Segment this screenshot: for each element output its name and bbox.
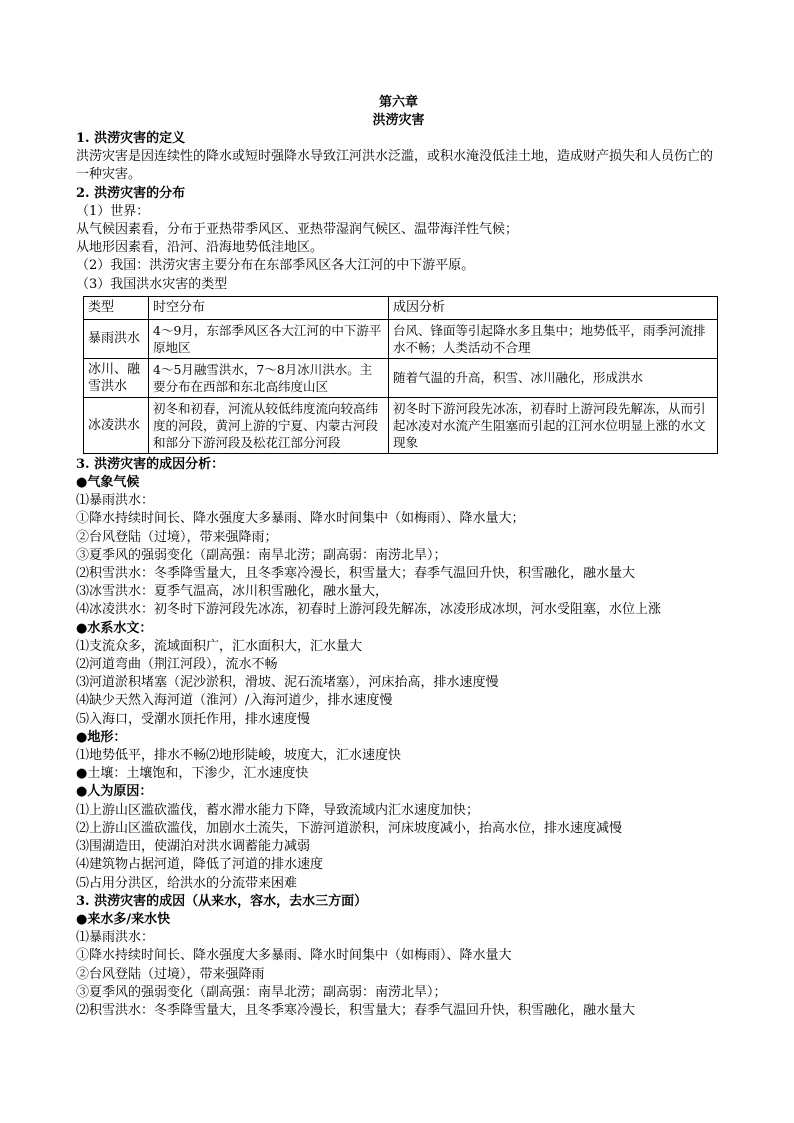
terrain-item: ⑴地势低平，排水不畅⑵地形陡峻，坡度大，汇水速度快 — [76, 748, 402, 764]
snow-flood-2: ⑵积雪洪水：冬季降雪量大，且冬季寒冷漫长，积雪量大；春季气温回升快，积雪融化，融水量大 — [76, 1002, 636, 1018]
table-header-row — [84, 296, 718, 319]
table-row — [84, 319, 718, 358]
hydrology-item: ⑷缺少天然入海河道（淮河）/入海河道少，排水速度慢 — [76, 693, 393, 709]
human-item: ⑶围湖造田，使湖泊对洪水调蓄能力减弱 — [76, 839, 311, 855]
table-cell-cause: 随着气温的升高，积雪、冰川融化，形成洪水 — [389, 358, 718, 397]
definition-text: 洪涝灾害是因连续性的降水或短时强降水导致江河洪水泛滥，或积水淹没低洼土地，造成财产损失和人员伤亡的一种灾害。 — [76, 149, 714, 183]
ice-flood: ⑷冰凌洪水：初冬时下游河段先冰冻，初春时上游河段先解冻，冰凌形成冰坝，河水受阻塞，水位上涨 — [76, 602, 662, 618]
rain-flood-heading: ⑴暴雨洪水： — [76, 493, 155, 509]
rain-cause-2: ②台风登陆（过境），带来强降雨； — [76, 529, 278, 545]
soil-item: ●土壤：土壤饱和，下渗少，汇水速度快 — [76, 766, 309, 782]
human-item: ⑸占用分洪区，给洪水的分流带来困难 — [76, 875, 298, 891]
human-item: ⑴上游山区滥砍滥伐，蓄水滞水能力下降，导致流域内汇水速度加快； — [76, 802, 480, 818]
rain-cause-2-2: ②台风登陆（过境），带来强降雨 — [76, 966, 265, 982]
table-cell-cause: 初冬时下游河段先冰冻，初春时上游河段先解冻，从而引起冰凌对水流产生阻塞而引起的江河水位明显上涨的水文现象 — [389, 397, 718, 453]
flood-types-label: （3）我国洪水灾害的类型 — [76, 276, 228, 292]
world-climate: 从气候因素看，分布于亚热带季风区、亚热带湿润气候区、温带海洋性气候； — [76, 222, 519, 238]
table-cell-cause: 台风、锋面等引起降水多且集中；地势低平，雨季河流排水不畅；人类活动不合理 — [389, 319, 718, 358]
section-distribution-heading: 2. 洪涝灾害的分布 — [76, 185, 186, 201]
chapter-title: 第六章 — [378, 95, 418, 110]
come-water-heading: ●来水多/来水快 — [76, 911, 171, 927]
glacier-flood: ⑶冰雪洪水：夏季气温高，冰川积雪融化，融水量大， — [76, 584, 389, 600]
table-cell-distribution: 4～5月融雪洪水，7～8月冰川洪水。主要分布在西部和东北高纬度山区 — [149, 358, 389, 397]
hydrology-item: ⑴支流众多，流域面积广，汇水面积大，汇水量大 — [76, 638, 363, 654]
table-row — [84, 358, 718, 397]
hydrology-heading: ●水系水文： — [76, 620, 153, 636]
human-heading: ●人为原因： — [76, 784, 153, 800]
snow-flood: ⑵积雪洪水：冬季降雪量大，且冬季寒冷漫长，积雪量大；春季气温回升快，积雪融化，融水量大 — [76, 566, 636, 582]
human-item: ⑵上游山区滥砍滥伐，加剧水土流失，下游河道淤积，河床坡度减小，抬高水位，排水速度减慢 — [76, 820, 623, 836]
hydrology-item: ⑶河道淤积堵塞（泥沙淤积，滑坡、泥石流堵塞），河床抬高，排水速度慢 — [76, 675, 499, 691]
rain-cause-3: ③夏季风的强弱变化（副高强：南旱北涝；副高弱：南涝北旱）； — [76, 547, 447, 563]
table-row — [84, 397, 718, 453]
table-cell-distribution: 初冬和初春，河流从较低纬度流向较高纬度的河段，黄河上游的宁夏、内蒙古河段和部分下游河段及松花江部分河段 — [149, 397, 389, 453]
human-item: ⑷建筑物占据河道，降低了河道的排水速度 — [76, 857, 324, 873]
hydrology-item: ⑵河道弯曲（荆江河段），流水不畅 — [76, 657, 278, 673]
rain-flood-heading-2: ⑴暴雨洪水： — [76, 930, 155, 946]
section-causes-heading: 3. 洪涝灾害的成因分析： — [76, 456, 225, 472]
climate-heading: ●气象气候 — [76, 475, 140, 491]
china-distribution: （2）我国：洪涝灾害主要分布在东部季风区各大江河的中下游平原。 — [76, 258, 475, 274]
world-terrain: 从地形因素看，沿河、沿海地势低洼地区。 — [76, 240, 324, 256]
flood-types-table — [83, 296, 718, 454]
document-page — [76, 94, 721, 1020]
table-cell-type: 冰川、融雪洪水 — [84, 358, 149, 397]
rain-cause-1: ①降水持续时间长、降水强度大多暴雨、降水时间集中（如梅雨）、降水量大； — [76, 511, 525, 527]
world-label: （1）世界： — [76, 203, 150, 219]
table-cell-distribution: 4～9月，东部季风区各大江河的中下游平原地区 — [149, 319, 389, 358]
hydrology-item: ⑸入海口，受潮水顶托作用，排水速度慢 — [76, 711, 311, 727]
table-header-cell: 成因分析 — [389, 296, 718, 319]
table-cell-type: 冰凌洪水 — [84, 397, 149, 453]
table-header-cell: 类型 — [84, 296, 149, 319]
table-header-cell: 时空分布 — [149, 296, 389, 319]
rain-cause-2-3: ③夏季风的强弱变化（副高强：南旱北涝；副高弱：南涝北旱）； — [76, 984, 447, 1000]
rain-cause-2-1: ①降水持续时间长、降水强度大多暴雨、降水时间集中（如梅雨）、降水量大 — [76, 948, 512, 964]
topic-title: 洪涝灾害 — [372, 113, 425, 128]
terrain-heading: ●地形： — [76, 729, 127, 745]
table-cell-type: 暴雨洪水 — [84, 319, 149, 358]
section-causes-three-aspects-heading: 3. 洪涝灾害的成因（从来水，容水，去水三方面） — [76, 893, 368, 909]
section-definition-heading: 1. 洪涝灾害的定义 — [76, 131, 186, 146]
